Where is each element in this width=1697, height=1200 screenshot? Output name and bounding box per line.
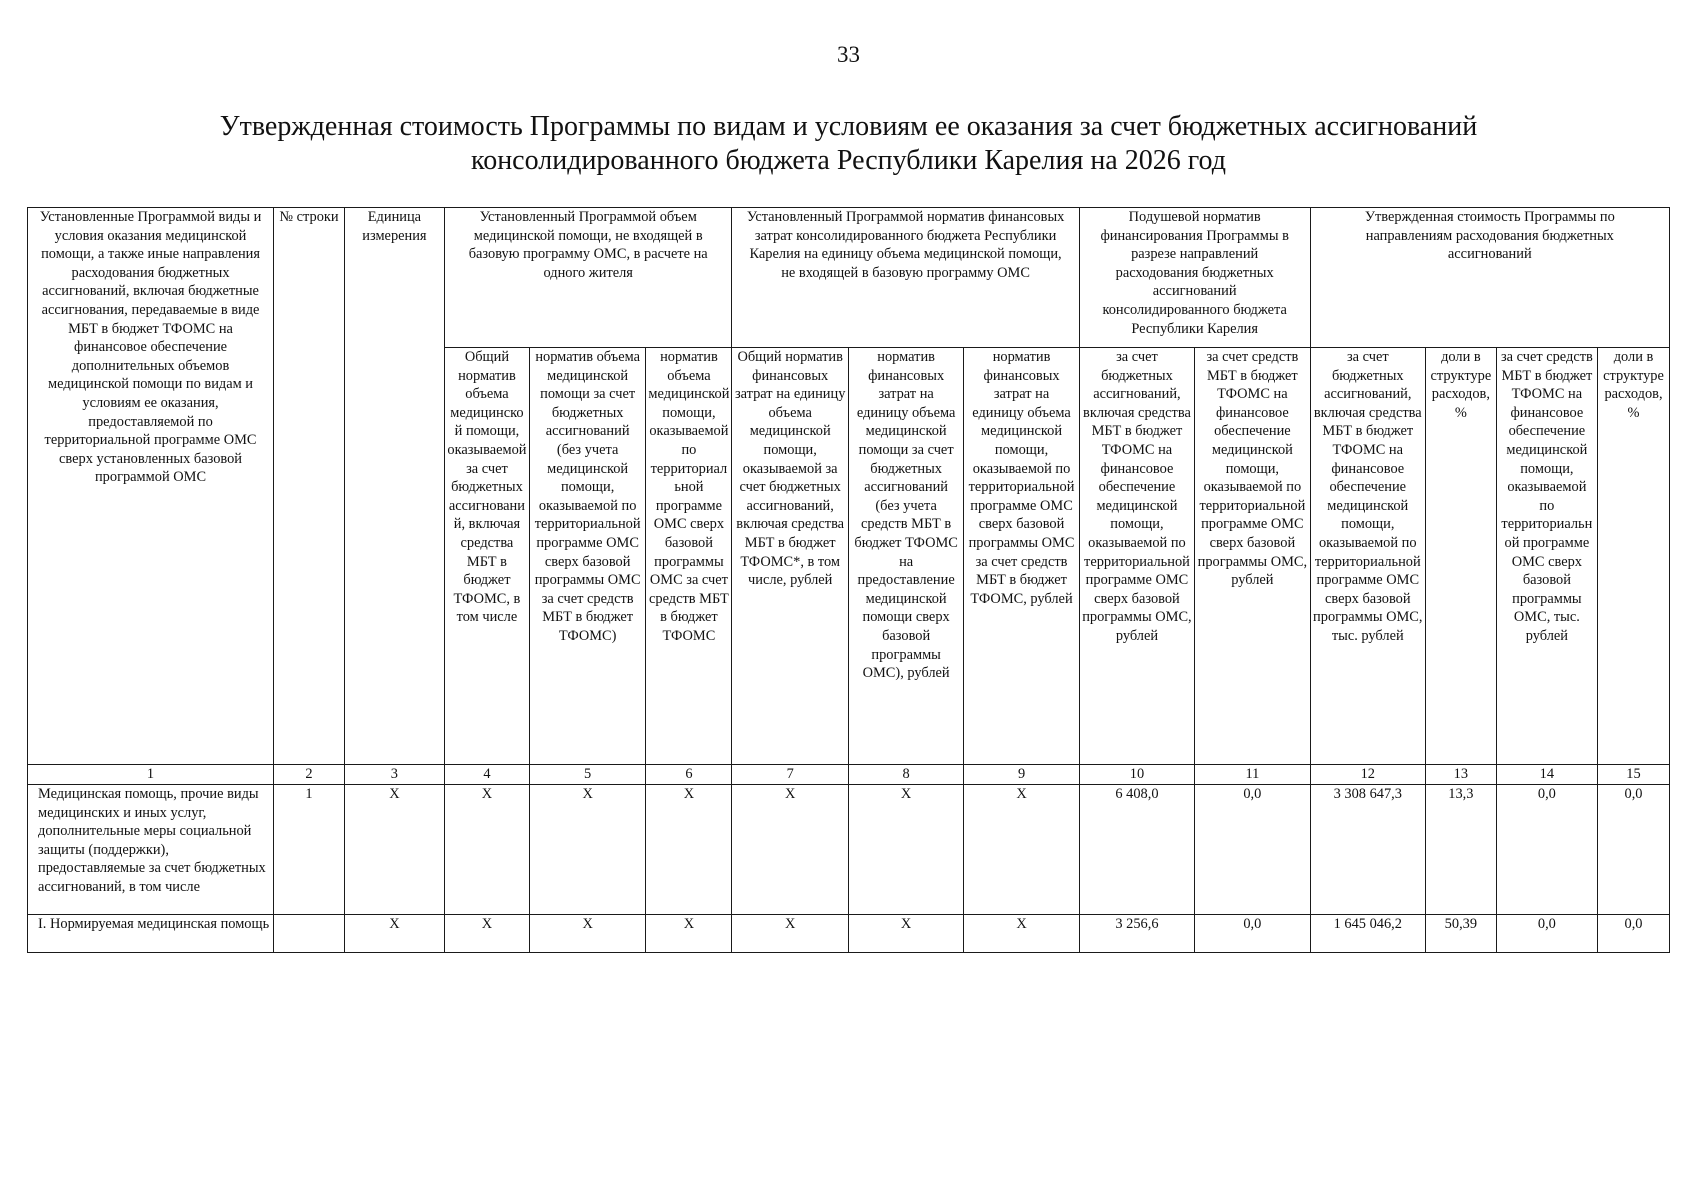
header-col-8: норматив финансовых затрат на единицу объема медицинской помощи за счет бюджетных ассигнований (без учета средств МБТ в бюджет ТФОМС на предоставление медицинской помощи сверх базовой программы ОМС), рублей (848, 348, 963, 765)
table-cell: 0,0 (1496, 915, 1597, 953)
column-number: 4 (444, 765, 529, 785)
column-number: 3 (344, 765, 444, 785)
header-col-15: доли в структуре расходов, % (1598, 348, 1670, 765)
table-cell: X (444, 915, 529, 953)
table-cell: 0,0 (1496, 785, 1597, 915)
header-col-10: за счет бюджетных ассигнований, включая средства МБТ в бюджет ТФОМС на финансовое обеспечение медицинской помощи, оказываемой по территориальной программе ОМС сверх базовой программы ОМС, рублей (1079, 348, 1194, 765)
header-col-9: норматив финансовых затрат на единицу объема медицинской помощи, оказываемой по территориальной программе ОМС сверх базовой программы ОМС за счет средств МБТ в бюджет ТФОМС, рублей (964, 348, 1079, 765)
table-cell: X (964, 915, 1079, 953)
table-cell: 3 256,6 (1079, 915, 1194, 953)
header-col-12: за счет бюджетных ассигнований, включая средства МБТ в бюджет ТФОМС на финансовое обеспечение медицинской помощи, оказываемой по территориальной программе ОМС сверх базовой программы ОМС, тыс. рублей (1310, 348, 1425, 765)
table-cell: X (529, 915, 645, 953)
row-name: I. Нормируемая медицинская помощь (28, 915, 274, 953)
header-col-6: норматив объема медицинской помощи, оказываемой по территориальной программе ОМС сверх базовой программы ОМС за счет средств МБТ в бюджет ТФОМС (646, 348, 732, 765)
column-number: 8 (848, 765, 963, 785)
document-title (0, 110, 1697, 178)
column-number: 5 (529, 765, 645, 785)
header-col-13: доли в структуре расходов, % (1425, 348, 1496, 765)
column-number: 2 (274, 765, 345, 785)
table-cell: X (646, 785, 732, 915)
header-col-7: Общий норматив финансовых затрат на единицу объема медицинской помощи, оказываемой за счет бюджетных ассигнований, включая средства МБТ в бюджет ТФОМС*, в том числе, рублей (732, 348, 848, 765)
table-cell: X (444, 785, 529, 915)
table-cell: 0,0 (1598, 785, 1670, 915)
table-cell: X (529, 785, 645, 915)
table-cell: 1 645 046,2 (1310, 915, 1425, 953)
header-col-5: норматив объема медицинской помощи за счет бюджетных ассигнований (без учета медицинской помощи, оказываемой по территориальной программе ОМС сверх базовой программы ОМС за счет средств МБТ в бюджет ТФОМС) (529, 348, 645, 765)
table-cell: 0,0 (1195, 785, 1310, 915)
column-number: 13 (1425, 765, 1496, 785)
header-col-4: Общий норматив объема медицинской помощи, оказываемой за счет бюджетных ассигнований, включая средства МБТ в бюджет ТФОМС, в том числе (444, 348, 529, 765)
column-number-row (28, 765, 1670, 785)
column-number: 11 (1195, 765, 1310, 785)
row-name: Медицинская помощь, прочие виды медицинских и иных услуг, дополнительные меры социальной защиты (поддержки), предоставляемые за счет бюджетных ассигнований, в том числе (28, 785, 274, 915)
table-cell (274, 915, 345, 953)
table-cell: X (344, 915, 444, 953)
page-number: 33 (837, 42, 860, 67)
header-group-volume: Установленный Программой объем медицинской помощи, не входящей в базовую программу ОМС, в расчете на одного жителя (444, 208, 731, 348)
cost-table (27, 207, 1670, 953)
column-number: 15 (1598, 765, 1670, 785)
table-cell: X (344, 785, 444, 915)
table-cell: 0,0 (1195, 915, 1310, 953)
header-group-cost: Утвержденная стоимость Программы по направлениям расходования бюджетных ассигнований (1310, 208, 1669, 348)
column-number: 1 (28, 765, 274, 785)
header-col-14: за счет средств МБТ в бюджет ТФОМС на финансовое обеспечение медицинской помощи, оказываемой по территориальной программе ОМС сверх базовой программы ОМС, тыс. рублей (1496, 348, 1597, 765)
column-number: 9 (964, 765, 1079, 785)
column-number: 12 (1310, 765, 1425, 785)
header-group-norm: Установленный Программой норматив финансовых затрат консолидированного бюджета Республики Карелия на единицу объема медицинской помощи, не входящей в базовую программу ОМС (732, 208, 1079, 348)
table-cell: 1 (274, 785, 345, 915)
header-col-11: за счет средств МБТ в бюджет ТФОМС на финансовое обеспечение медицинской помощи, оказываемой по территориальной программе ОМС сверх базовой программы ОМС, рублей (1195, 348, 1310, 765)
header-col-1: Установленные Программой виды и условия оказания медицинской помощи, а также иные направления расходования бюджетных ассигнований, включая бюджетные ассигнования, передаваемые в виде МБТ в бюджет ТФОМС на финансовое обеспечение дополнительных объемов медицинской помощи по видам и условиям ее оказания, предоставляемой по территориальной программе ОМС сверх установленных базовой программой ОМС (28, 208, 274, 765)
column-number: 10 (1079, 765, 1194, 785)
column-number: 7 (732, 765, 848, 785)
table-cell: 50,39 (1425, 915, 1496, 953)
table-cell: 6 408,0 (1079, 785, 1194, 915)
title-line-2: консолидированного бюджета Республики Карелия на 2026 год (471, 145, 1226, 176)
table-cell: 13,3 (1425, 785, 1496, 915)
table-cell: X (646, 915, 732, 953)
table-cell: 3 308 647,3 (1310, 785, 1425, 915)
title-line-1: Утвержденная стоимость Программы по видам и условиям ее оказания за счет бюджетных ассигнований (219, 111, 1478, 142)
table-cell: X (732, 915, 848, 953)
column-number: 14 (1496, 765, 1597, 785)
table-cell: X (964, 785, 1079, 915)
column-number: 6 (646, 765, 732, 785)
table-cell: X (732, 785, 848, 915)
table-row (28, 785, 1670, 915)
table-cell: X (848, 785, 963, 915)
table-cell: X (848, 915, 963, 953)
header-col-3: Единица измерения (344, 208, 444, 765)
header-col-2: № строки (274, 208, 345, 765)
table-row (28, 915, 1670, 953)
header-group-percapita: Подушевой норматив финансирования Программы в разрезе направлений расходования бюджетных ассигнований консолидированного бюджета Республики Карелия (1079, 208, 1310, 348)
table-cell: 0,0 (1598, 915, 1670, 953)
